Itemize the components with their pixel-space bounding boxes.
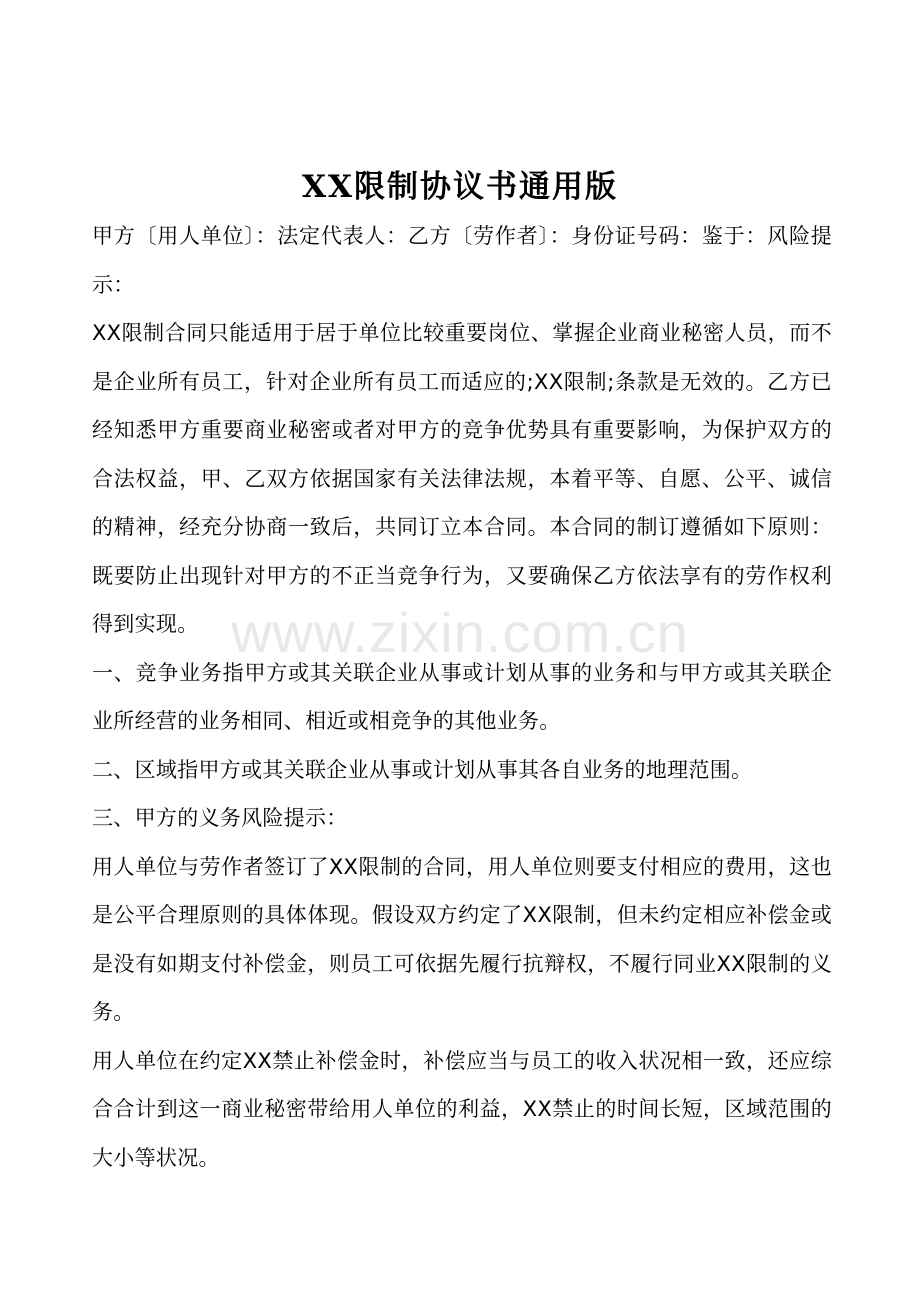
- paragraph-region: 二、区域指甲方或其关联企业从事或计划从事其各自业务的地理范围。: [92, 757, 753, 782]
- paragraph-preamble: XX限制合同只能适用于居于单位比较重要岗位、掌握企业商业秘密人员，而不是企业所有员工，针对企业所有员工而适应的;XX限制;条款是无效的。乙方已经知悉甲方重要商业秘密或者对甲方的竞争优势具有重要影响，为保护双方的合法权益，甲、乙双方依据国家有关法律法规，本着平等、自愿、公平、诚信的精神，经充分协商一致后，共同订立本合同。本合同的制订遵循如下原则：既要防止出现针对甲方的不正当竞争行为，又要确保乙方依法享有的劳作权利得到实现。: [92, 321, 832, 636]
- watermark: www.zixin.com.cn: [231, 601, 689, 664]
- paragraph-obligations-heading: 三、甲方的义务风险提示：: [92, 806, 348, 830]
- paragraph-parties: 甲方〔用人单位〕：法定代表人：乙方〔劳作者〕：身份证号码：鉴于：风险提示：: [92, 224, 832, 297]
- document-title: XX限制协议书通用版: [301, 169, 619, 205]
- paragraph-compensation-amount: 用人单位在约定XX禁止补偿金时，补偿应当与员工的收入状况相一致，还应综合合计到这一商业秘密带给用人单位的利益，XX禁止的时间长短，区域范围的大小等状况。: [92, 1048, 832, 1170]
- paragraph-compensation: 用人单位与劳作者签订了XX限制的合同，用人单位则要支付相应的费用，这也是公平合理原则的具体体现。假设双方约定了XX限制，但未约定相应补偿金或是没有如期支付补偿金，则员工可依据先履行抗辩权，不履行同业XX限制的义务。: [92, 854, 832, 1024]
- paragraph-competing-business: 一、竞争业务指甲方或其关联企业从事或计划从事的业务和与甲方或其关联企业所经营的业务相同、相近或相竞争的其他业务。: [92, 660, 832, 733]
- document-body: [92, 212, 832, 1182]
